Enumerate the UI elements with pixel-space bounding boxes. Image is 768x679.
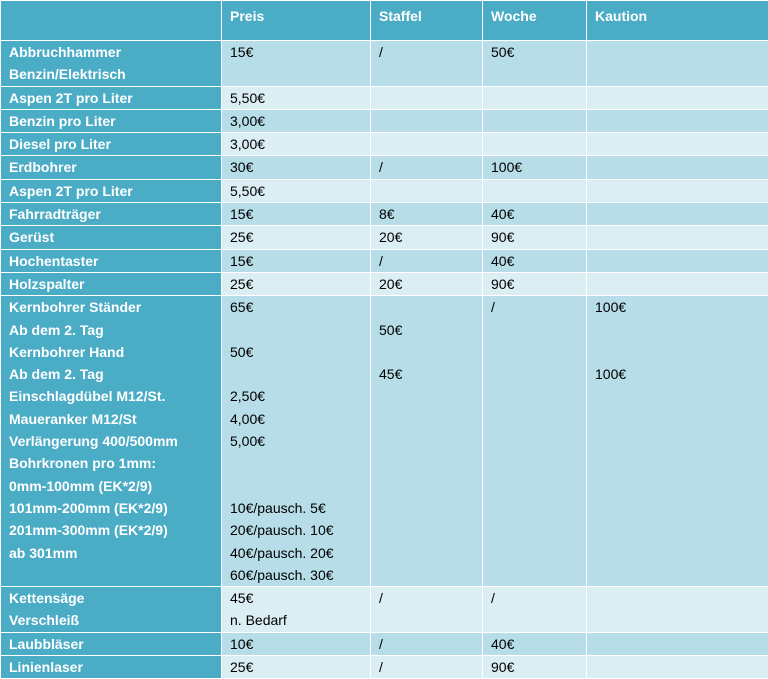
kaution-cell bbox=[587, 179, 768, 202]
preis-cell bbox=[222, 179, 371, 202]
preis-cell bbox=[222, 41, 371, 87]
header-cell-kaution: Kaution bbox=[587, 1, 768, 41]
cell-line bbox=[379, 180, 482, 202]
cell-line: 45€ bbox=[379, 363, 482, 385]
staffel-cell bbox=[371, 86, 483, 109]
cell-line bbox=[230, 452, 370, 474]
cell-line: ab 301mm bbox=[9, 542, 221, 564]
cell-line bbox=[595, 656, 768, 678]
cell-line: Gerüst bbox=[9, 226, 221, 248]
woche-cell bbox=[483, 156, 587, 179]
cell-line: Abbruchhammer bbox=[9, 41, 221, 63]
cell-line: 20€ bbox=[379, 226, 482, 248]
cell-line bbox=[230, 319, 370, 341]
cell-line bbox=[379, 87, 482, 109]
cell-line: 25€ bbox=[230, 273, 370, 295]
staffel-cell bbox=[371, 156, 483, 179]
table-row bbox=[1, 156, 768, 179]
cell-line: 50€ bbox=[379, 319, 482, 341]
preis-cell bbox=[222, 226, 371, 249]
cell-line: 3,00€ bbox=[230, 133, 370, 155]
woche-cell bbox=[483, 632, 587, 655]
preis-cell bbox=[222, 656, 371, 679]
cell-line: Laubbläser bbox=[9, 633, 221, 655]
staffel-cell bbox=[371, 133, 483, 156]
table-row bbox=[1, 632, 768, 655]
item-name-cell bbox=[1, 632, 222, 655]
cell-line bbox=[379, 133, 482, 155]
cell-line bbox=[379, 296, 482, 318]
staffel-cell bbox=[371, 41, 483, 87]
woche-cell bbox=[483, 109, 587, 132]
staffel-cell bbox=[371, 272, 483, 295]
cell-line: 15€ bbox=[230, 41, 370, 63]
cell-line: 10€ bbox=[230, 633, 370, 655]
cell-line: / bbox=[379, 587, 482, 609]
woche-cell bbox=[483, 179, 587, 202]
cell-line: Benzin pro Liter bbox=[9, 110, 221, 132]
item-name-cell bbox=[1, 156, 222, 179]
cell-line bbox=[379, 341, 482, 363]
cell-line: 4,00€ bbox=[230, 408, 370, 430]
kaution-cell bbox=[587, 632, 768, 655]
cell-line: 90€ bbox=[491, 273, 586, 295]
cell-line: / bbox=[491, 296, 586, 318]
cell-line bbox=[491, 110, 586, 132]
table-row bbox=[1, 249, 768, 272]
woche-cell bbox=[483, 226, 587, 249]
cell-line bbox=[230, 363, 370, 385]
cell-line bbox=[595, 87, 768, 109]
cell-line bbox=[595, 250, 768, 272]
woche-cell bbox=[483, 133, 587, 156]
cell-line: Linienlaser bbox=[9, 656, 221, 678]
cell-line bbox=[595, 156, 768, 178]
cell-line bbox=[595, 41, 768, 63]
kaution-cell bbox=[587, 109, 768, 132]
cell-line bbox=[230, 475, 370, 497]
table-row bbox=[1, 272, 768, 295]
cell-line bbox=[491, 87, 586, 109]
cell-line: 50€ bbox=[230, 341, 370, 363]
cell-line: 40€ bbox=[491, 633, 586, 655]
cell-line: Bohrkronen pro 1mm: bbox=[9, 452, 221, 474]
kaution-cell bbox=[587, 587, 768, 633]
kaution-cell bbox=[587, 249, 768, 272]
cell-line: 65€ bbox=[230, 296, 370, 318]
cell-line: 90€ bbox=[491, 656, 586, 678]
cell-line bbox=[595, 587, 768, 609]
cell-line: 5,50€ bbox=[230, 87, 370, 109]
item-name-cell bbox=[1, 226, 222, 249]
preis-cell bbox=[222, 632, 371, 655]
cell-line: 3,00€ bbox=[230, 110, 370, 132]
cell-line: 100€ bbox=[595, 363, 768, 385]
kaution-cell bbox=[587, 296, 768, 587]
header-cell-woche: Woche bbox=[483, 1, 587, 41]
item-name-cell bbox=[1, 203, 222, 226]
preis-cell bbox=[222, 296, 371, 587]
cell-line bbox=[595, 203, 768, 225]
staffel-cell bbox=[371, 179, 483, 202]
cell-line: 10€/pausch. 5€ bbox=[230, 497, 370, 519]
cell-line: 30€ bbox=[230, 156, 370, 178]
cell-line: Verschleiß bbox=[9, 609, 221, 631]
table-row bbox=[1, 133, 768, 156]
kaution-cell bbox=[587, 272, 768, 295]
cell-line: Diesel pro Liter bbox=[9, 133, 221, 155]
table-body bbox=[1, 41, 768, 679]
cell-line bbox=[595, 273, 768, 295]
header-row bbox=[1, 1, 768, 41]
kaution-cell bbox=[587, 86, 768, 109]
cell-line: Hochentaster bbox=[9, 250, 221, 272]
staffel-cell bbox=[371, 226, 483, 249]
preis-cell bbox=[222, 86, 371, 109]
item-name-cell bbox=[1, 656, 222, 679]
cell-line: 25€ bbox=[230, 656, 370, 678]
staffel-cell bbox=[371, 109, 483, 132]
cell-line: Ab dem 2. Tag bbox=[9, 319, 221, 341]
table-row bbox=[1, 86, 768, 109]
cell-line: 201mm-300mm (EK*2/9) bbox=[9, 519, 221, 541]
preis-cell bbox=[222, 203, 371, 226]
kaution-cell bbox=[587, 41, 768, 87]
woche-cell bbox=[483, 587, 587, 633]
staffel-cell bbox=[371, 587, 483, 633]
cell-line bbox=[379, 110, 482, 132]
cell-line bbox=[595, 341, 768, 363]
item-name-cell bbox=[1, 179, 222, 202]
cell-line: 100€ bbox=[491, 156, 586, 178]
item-name-cell bbox=[1, 133, 222, 156]
header-cell-item bbox=[1, 1, 222, 41]
cell-line bbox=[595, 180, 768, 202]
kaution-cell bbox=[587, 133, 768, 156]
woche-cell bbox=[483, 41, 587, 87]
cell-line: Kernbohrer Hand bbox=[9, 341, 221, 363]
table-row bbox=[1, 226, 768, 249]
cell-line: 5,00€ bbox=[230, 430, 370, 452]
cell-line bbox=[595, 633, 768, 655]
kaution-cell bbox=[587, 656, 768, 679]
cell-line: 8€ bbox=[379, 203, 482, 225]
table-row bbox=[1, 656, 768, 679]
cell-line: Maueranker M12/St bbox=[9, 408, 221, 430]
woche-cell bbox=[483, 86, 587, 109]
cell-line: / bbox=[491, 587, 586, 609]
header-cell-preis: Preis bbox=[222, 1, 371, 41]
woche-cell bbox=[483, 296, 587, 587]
cell-line bbox=[491, 133, 586, 155]
cell-line: 2,50€ bbox=[230, 385, 370, 407]
cell-line: / bbox=[379, 41, 482, 63]
cell-line: / bbox=[379, 656, 482, 678]
cell-line: 15€ bbox=[230, 203, 370, 225]
preis-cell bbox=[222, 156, 371, 179]
cell-line: 40€ bbox=[491, 250, 586, 272]
cell-line: Verlängerung 400/500mm bbox=[9, 430, 221, 452]
cell-line: 50€ bbox=[491, 41, 586, 63]
staffel-cell bbox=[371, 249, 483, 272]
table-row bbox=[1, 296, 768, 587]
cell-line bbox=[595, 110, 768, 132]
kaution-cell bbox=[587, 203, 768, 226]
kaution-cell bbox=[587, 156, 768, 179]
cell-line: 20€/pausch. 10€ bbox=[230, 519, 370, 541]
cell-line: 100€ bbox=[595, 296, 768, 318]
item-name-cell bbox=[1, 41, 222, 87]
cell-line: 40€/pausch. 20€ bbox=[230, 542, 370, 564]
cell-line: 45€ bbox=[230, 587, 370, 609]
item-name-cell bbox=[1, 249, 222, 272]
cell-line: Kernbohrer Ständer bbox=[9, 296, 221, 318]
preis-cell bbox=[222, 133, 371, 156]
cell-line: Aspen 2T pro Liter bbox=[9, 87, 221, 109]
cell-line: n. Bedarf bbox=[230, 609, 370, 631]
staffel-cell bbox=[371, 203, 483, 226]
preis-cell bbox=[222, 249, 371, 272]
cell-line: 0mm-100mm (EK*2/9) bbox=[9, 475, 221, 497]
staffel-cell bbox=[371, 632, 483, 655]
table-row bbox=[1, 41, 768, 87]
cell-line bbox=[491, 180, 586, 202]
preis-cell bbox=[222, 109, 371, 132]
woche-cell bbox=[483, 249, 587, 272]
cell-line: Holzspalter bbox=[9, 273, 221, 295]
cell-line: 101mm-200mm (EK*2/9) bbox=[9, 497, 221, 519]
item-name-cell bbox=[1, 587, 222, 633]
preis-cell bbox=[222, 272, 371, 295]
cell-line: 40€ bbox=[491, 203, 586, 225]
cell-line: Einschlagdübel M12/St. bbox=[9, 385, 221, 407]
preis-cell bbox=[222, 587, 371, 633]
cell-line: 20€ bbox=[379, 273, 482, 295]
cell-line: / bbox=[379, 250, 482, 272]
cell-line: / bbox=[379, 633, 482, 655]
woche-cell bbox=[483, 656, 587, 679]
item-name-cell bbox=[1, 272, 222, 295]
cell-line: 90€ bbox=[491, 226, 586, 248]
cell-line: Erdbohrer bbox=[9, 156, 221, 178]
item-name-cell bbox=[1, 296, 222, 587]
cell-line: 25€ bbox=[230, 226, 370, 248]
table-row bbox=[1, 587, 768, 633]
staffel-cell bbox=[371, 656, 483, 679]
woche-cell bbox=[483, 272, 587, 295]
header-cell-staffel: Staffel bbox=[371, 1, 483, 41]
cell-line: 15€ bbox=[230, 250, 370, 272]
cell-line: Benzin/Elektrisch bbox=[9, 63, 221, 85]
item-name-cell bbox=[1, 109, 222, 132]
cell-line: Kettensäge bbox=[9, 587, 221, 609]
table-row bbox=[1, 179, 768, 202]
woche-cell bbox=[483, 203, 587, 226]
cell-line: 60€/pausch. 30€ bbox=[230, 564, 370, 586]
cell-line: Aspen 2T pro Liter bbox=[9, 180, 221, 202]
item-name-cell bbox=[1, 86, 222, 109]
cell-line: 5,50€ bbox=[230, 180, 370, 202]
staffel-cell bbox=[371, 296, 483, 587]
kaution-cell bbox=[587, 226, 768, 249]
cell-line bbox=[595, 133, 768, 155]
cell-line bbox=[595, 319, 768, 341]
table-row bbox=[1, 203, 768, 226]
table-row bbox=[1, 109, 768, 132]
cell-line bbox=[595, 226, 768, 248]
cell-line: Ab dem 2. Tag bbox=[9, 363, 221, 385]
cell-line: / bbox=[379, 156, 482, 178]
cell-line: Fahrradträger bbox=[9, 203, 221, 225]
